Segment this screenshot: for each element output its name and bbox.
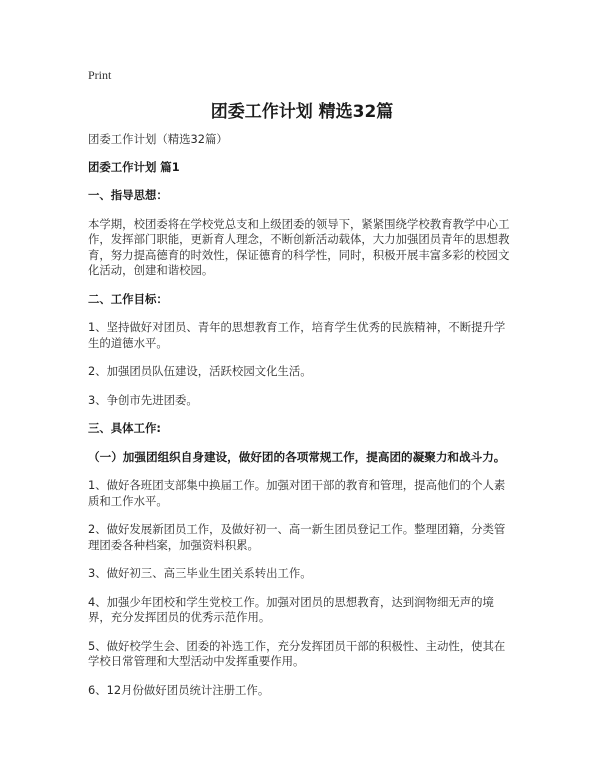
task-item-5: 5、做好校学生会、团委的补选工作，充分发挥团员干部的积极性、主动性，使其在学校日常管理和大型活动中发挥重要作用。 <box>88 638 506 668</box>
heading-guiding-thought: 一、指导思想： <box>88 188 168 202</box>
task-item-6: 6、12月份做好团员统计注册工作。 <box>88 682 270 697</box>
heading-specific-work: 三、具体工作: <box>88 421 161 435</box>
print-label: Print <box>88 68 112 82</box>
task-item-1: 1、做好各班团支部集中换届工作。加强对团干部的教育和管理，提高他们的个人素质和工作水平。 <box>88 478 506 508</box>
goal-item-2: 2、加强团员队伍建设，活跃校园文化生活。 <box>88 364 312 378</box>
paragraph-guiding-thought: 本学期，校团委将在学校党总支和上级团委的领导下，紧紧围绕学校教育教学中心工作，发挥部门职能，更新育人理念，不断创新活动载体，大力加强团员青年的思想教育，努力提高德育的时效性，保证德育的科学性，同时，积极开展丰富多彩的校园文化活动，创建和谐校园。 <box>88 216 510 277</box>
goal-item-1: 1、坚持做好对团员、青年的思想教育工作，培育学生优秀的民族精神，不断提升学生的道德水平。 <box>88 320 506 350</box>
document-subtitle: 团委工作计划（精选32篇） <box>88 132 228 146</box>
section-title: 团委工作计划 篇1 <box>88 159 180 174</box>
heading-work-goals: 二、工作目标： <box>88 291 168 306</box>
subheading-organization-building: （一）加强团组织自身建设，做好团的各项常规工作，提高团的凝聚力和战斗力。 <box>88 449 506 464</box>
task-item-3: 3、做好初三、高三毕业生团关系转出工作。 <box>88 566 312 580</box>
task-item-4: 4、加强少年团校和学生党校工作。加强对团员的思想教育，达到润物细无声的境界，充分发挥团员的优秀示范作用。 <box>88 594 494 624</box>
task-item-2: 2、做好发展新团员工作，及做好初一、高一新生团员登记工作。整理团籍，分类管理团委各种档案，加强资料积累。 <box>88 522 506 552</box>
goal-item-3: 3、争创市先进团委。 <box>88 392 198 407</box>
page-title: 团委工作计划 精选32篇 <box>210 102 394 122</box>
document-body <box>88 132 516 711</box>
